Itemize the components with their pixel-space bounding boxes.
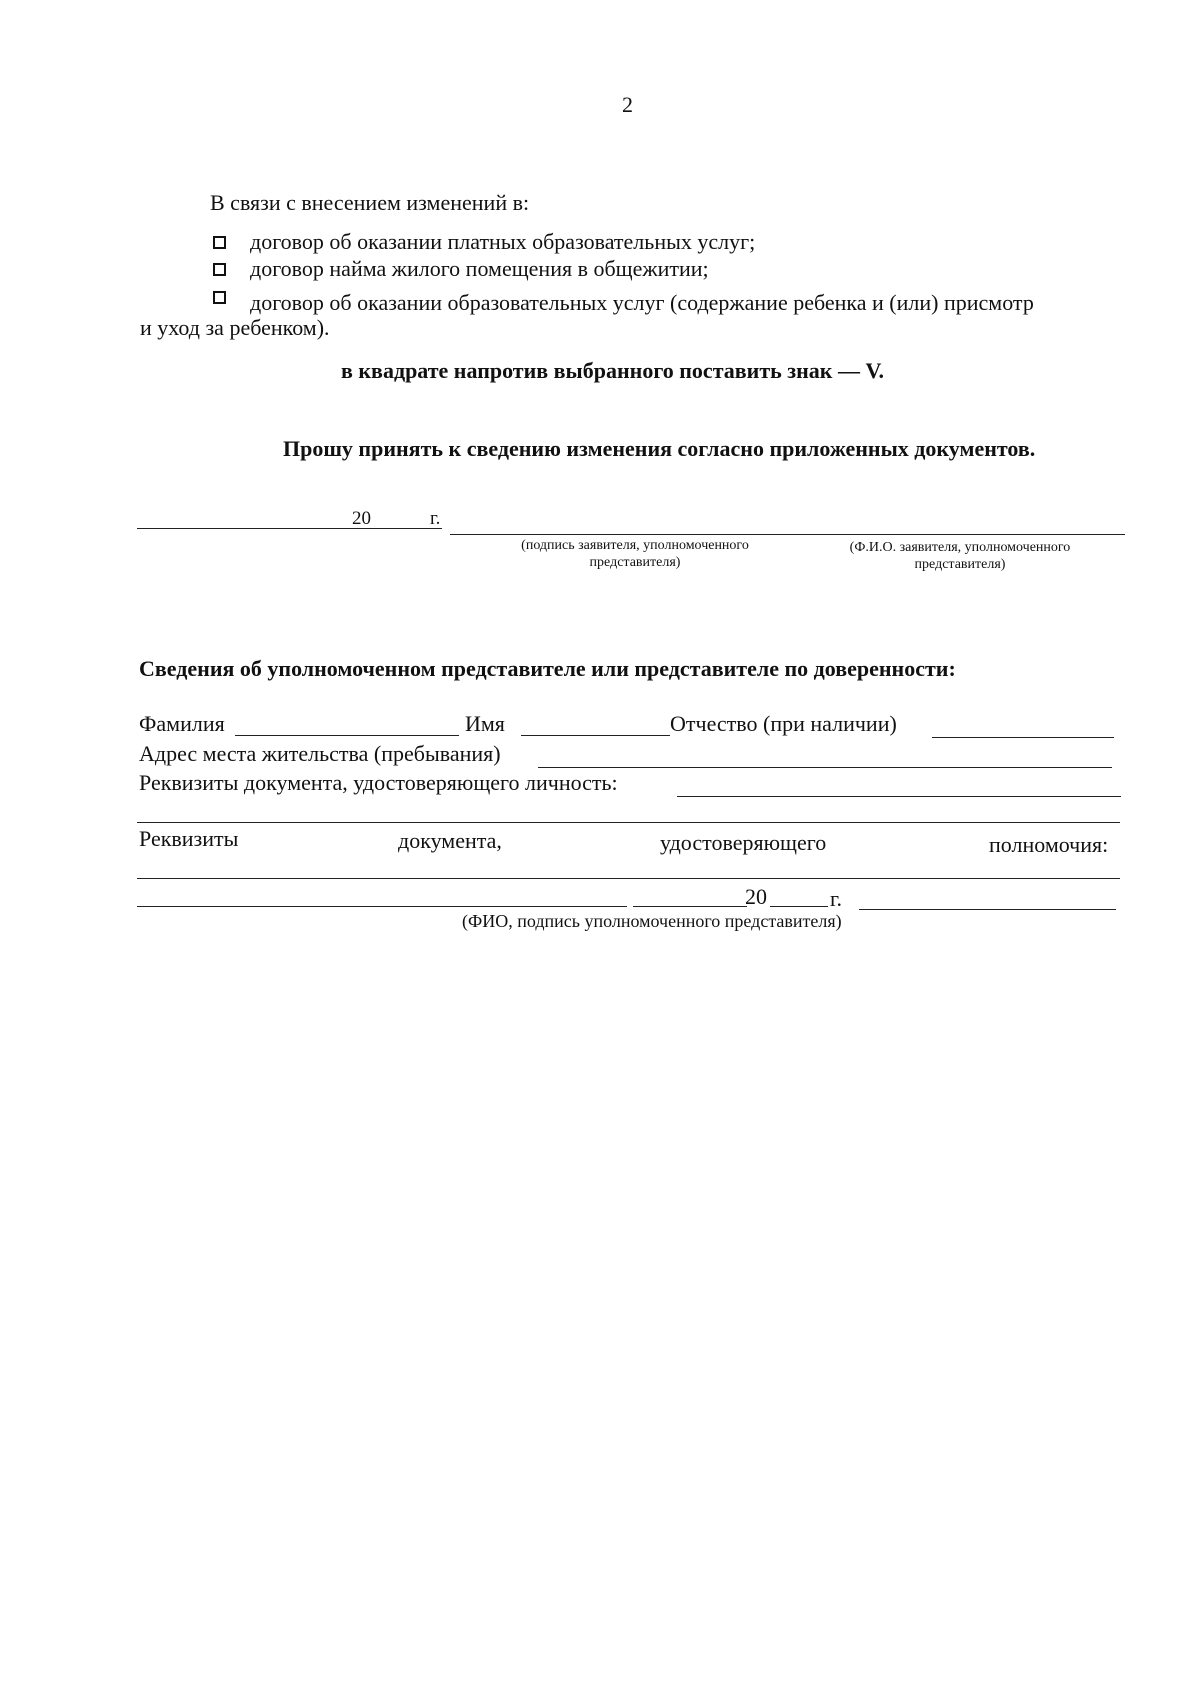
option-child-care: договор об оказании образовательных услуг (содержание ребенка и (или) присмотр bbox=[250, 290, 1034, 315]
name-field[interactable] bbox=[521, 735, 670, 736]
representative-fio-field[interactable] bbox=[137, 906, 627, 907]
address-field[interactable] bbox=[538, 767, 1112, 768]
id-document-field[interactable] bbox=[677, 796, 1121, 797]
caption-fio: (Ф.И.О. заявителя, уполномоченного представителя) bbox=[849, 540, 1071, 572]
caption-signature: (подпись заявителя, уполномоченного представителя) bbox=[521, 538, 749, 570]
intro-text: В связи с внесением изменений в: bbox=[210, 190, 530, 215]
representative-heading: Сведения об уполномоченном представителе или представителе по доверенности: bbox=[139, 656, 956, 681]
option-dormitory: договор найма жилого помещения в общежитии; bbox=[250, 256, 709, 281]
request-text: Прошу принять к сведению изменения согласно приложенных документов. bbox=[283, 436, 1036, 461]
representative-year-field[interactable] bbox=[770, 906, 828, 907]
checkbox-dormitory[interactable] bbox=[213, 263, 226, 276]
surname-label: Фамилия bbox=[139, 711, 225, 736]
checkbox-child-care[interactable] bbox=[213, 291, 226, 304]
representative-signature-field[interactable] bbox=[859, 909, 1116, 910]
authority-document-field[interactable] bbox=[137, 878, 1120, 879]
authority-word-4: полномочия: bbox=[989, 832, 1109, 857]
authority-word-1: Реквизиты bbox=[139, 826, 239, 851]
id-document-field-continued[interactable] bbox=[137, 822, 1120, 823]
patronymic-field[interactable] bbox=[932, 737, 1114, 738]
representative-year-suffix: г. bbox=[830, 886, 843, 911]
representative-caption: (ФИО, подпись уполномоченного представителя) bbox=[462, 911, 842, 931]
address-label: Адрес места жительства (пребывания) bbox=[139, 741, 501, 766]
name-label: Имя bbox=[465, 711, 505, 736]
representative-year-prefix: 20 bbox=[745, 884, 767, 909]
surname-field[interactable] bbox=[235, 735, 459, 736]
date-year-prefix: 20 bbox=[352, 508, 371, 529]
authority-word-2: документа, bbox=[398, 828, 502, 853]
signature-line bbox=[450, 534, 1125, 535]
patronymic-label: Отчество (при наличии) bbox=[670, 711, 897, 736]
id-document-label: Реквизиты документа, удостоверяющего личность: bbox=[139, 770, 618, 795]
authority-word-3: удостоверяющего bbox=[660, 830, 827, 855]
option-child-care-continued: и уход за ребенком). bbox=[140, 315, 330, 340]
date-line bbox=[137, 528, 442, 529]
representative-date-day-field[interactable] bbox=[633, 906, 747, 907]
checkbox-paid-services[interactable] bbox=[213, 236, 226, 249]
date-year-suffix: г. bbox=[430, 508, 441, 529]
option-paid-services: договор об оказании платных образовательных услуг; bbox=[250, 229, 756, 254]
page-number: 2 bbox=[622, 92, 633, 117]
checkbox-instruction: в квадрате напротив выбранного поставить знак — V. bbox=[341, 358, 885, 383]
